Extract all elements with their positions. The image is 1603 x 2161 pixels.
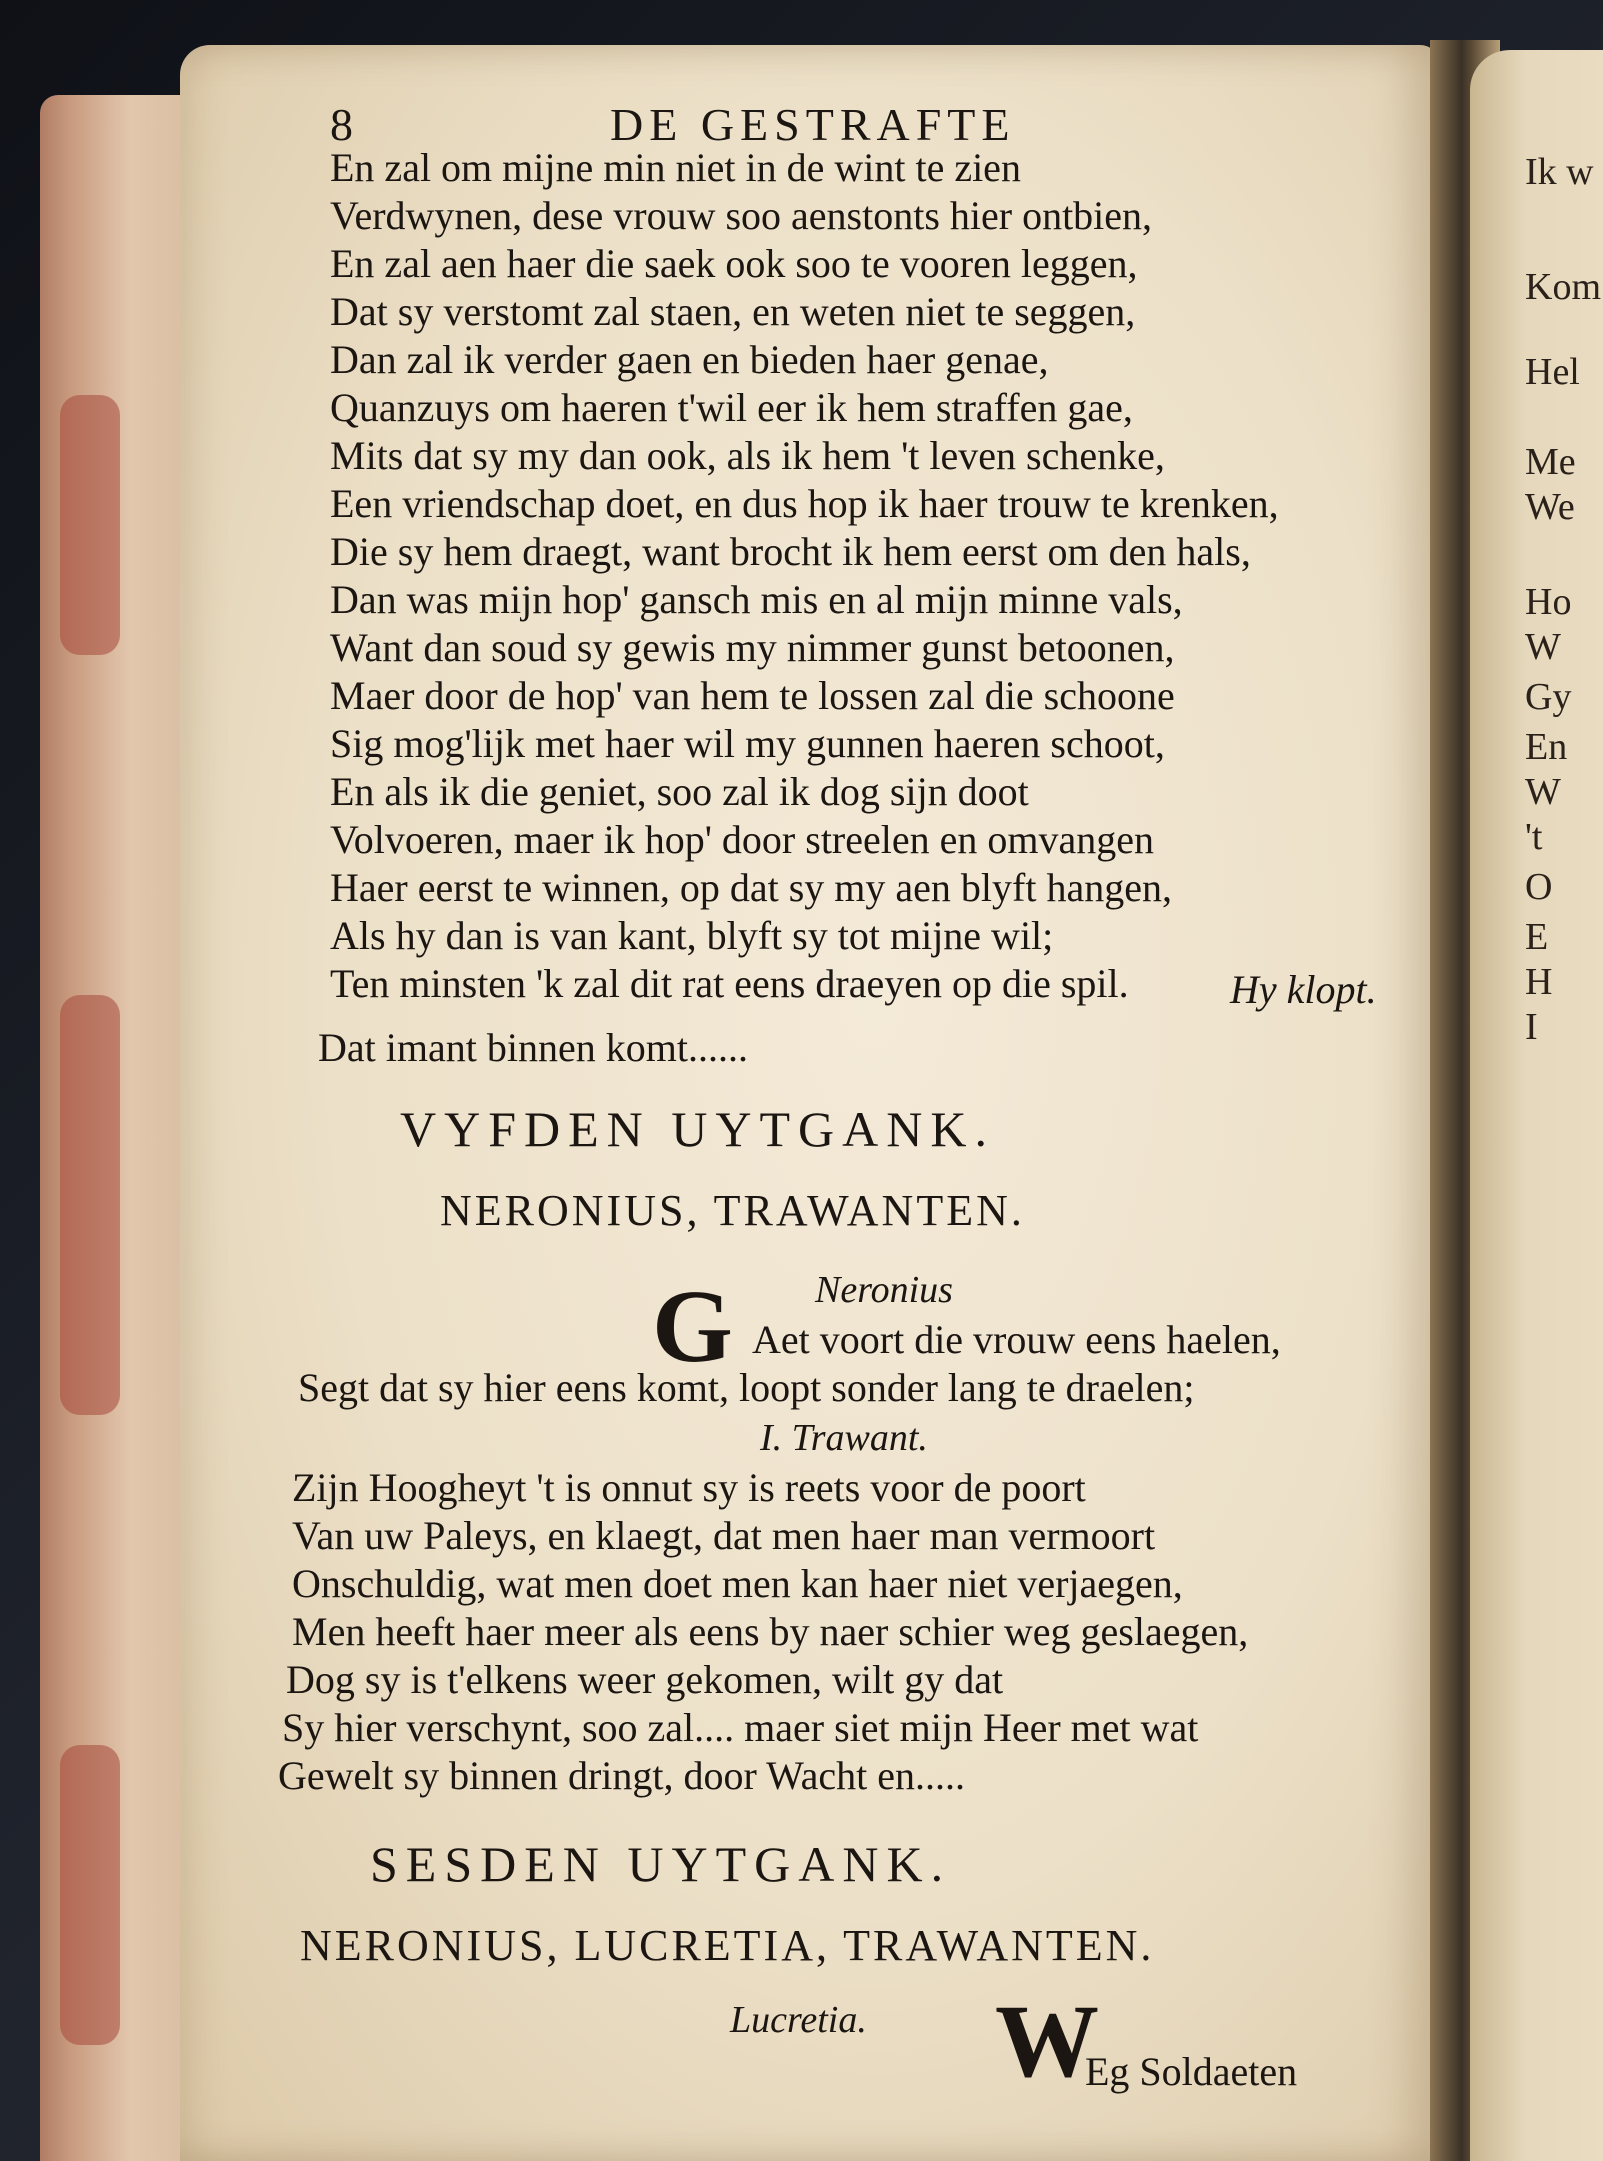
facing-page-fragment: I xyxy=(1525,1006,1538,1048)
facing-page-fragment: We xyxy=(1525,486,1575,528)
page-number: 8 xyxy=(330,99,353,150)
cast-list: NERONIUS, LUCRETIA, TRAWANTEN. xyxy=(300,1921,1155,1970)
facing-page-fragment: 't xyxy=(1525,816,1543,858)
drop-cap: G xyxy=(652,1269,733,1384)
speaker-label: I. Trawant. xyxy=(760,1417,928,1459)
verse-line: Verdwynen, dese vrouw soo aenstonts hier ontbien, xyxy=(330,193,1153,238)
dialogue-line: Van uw Paleys, en klaegt, dat men haer man vermoort xyxy=(292,1513,1156,1558)
verse-line: Mits dat sy my dan ook, als ik hem 't leven schenke, xyxy=(330,433,1165,478)
facing-page-fragment: Kom xyxy=(1525,266,1601,308)
red-edge-stain xyxy=(60,395,120,655)
dialogue-line: Zijn Hoogheyt 't is onnut sy is reets voor de poort xyxy=(292,1465,1086,1510)
facing-page-fragment: E xyxy=(1525,916,1549,958)
verse-line: Sig mog'lijk met haer wil my gunnen haeren schoot, xyxy=(330,721,1165,766)
red-edge-stain xyxy=(60,995,120,1415)
verse-block xyxy=(330,144,1410,1008)
verse-line: Dat sy verstomt zal staen, en weten niet te seggen, xyxy=(330,289,1136,334)
dialogue-line: Eg Soldaeten xyxy=(1085,2049,1298,2094)
verse-line: En zal om mijne min niet in de wint te zien xyxy=(330,145,1021,190)
speaker-label: Neronius xyxy=(815,1269,953,1311)
verse-line: Dan zal ik verder gaen en bieden haer genae, xyxy=(330,337,1049,382)
facing-page-fragment: W xyxy=(1525,771,1561,813)
verse-line: En zal aen haer die saek ook soo te vooren leggen, xyxy=(330,241,1138,286)
interrupted-line: Dat imant binnen komt...... xyxy=(318,1025,748,1070)
dialogue-line: Sy hier verschynt, soo zal.... maer siet mijn Heer met wat xyxy=(282,1705,1199,1750)
facing-page-fragment: Ho xyxy=(1525,581,1572,623)
verse-line: En als ik die geniet, soo zal ik dog sijn doot xyxy=(330,769,1029,814)
scene-heading: SESDEN UYTGANK. xyxy=(370,1836,952,1892)
facing-page-fragment: Gy xyxy=(1525,676,1572,718)
facing-page-edge xyxy=(1470,50,1603,2161)
verse-line: Ten minsten 'k zal dit rat eens draeyen op die spil. xyxy=(330,961,1129,1006)
facing-page-fragment: W xyxy=(1525,626,1561,668)
dialogue-line: Segt dat sy hier eens komt, loopt sonder lang te draelen; xyxy=(298,1365,1195,1410)
verse-line: Maer door de hop' van hem te lossen zal die schoone xyxy=(330,673,1175,718)
verse-line: Die sy hem draegt, want brocht ik hem eerst om den hals, xyxy=(330,529,1251,574)
dialogue-line: Men heeft haer meer als eens by naer schier weg geslaegen, xyxy=(292,1609,1249,1654)
scene-heading: VYFDEN UYTGANK. xyxy=(400,1101,995,1157)
dialogue-line: Aet voort die vrouw eens haelen, xyxy=(752,1317,1281,1362)
stage-direction: Hy klopt. xyxy=(1230,967,1377,1012)
facing-page-fragment: Hel xyxy=(1525,351,1580,393)
verse-line: Dan was mijn hop' gansch mis en al mijn minne vals, xyxy=(330,577,1183,622)
speaker-label: Lucretia. xyxy=(730,1999,867,2041)
red-edge-stain xyxy=(60,1745,120,2045)
dialogue-line: Dog sy is t'elkens weer gekomen, wilt gy dat xyxy=(286,1657,1004,1702)
verse-line: Volvoeren, maer ik hop' door streelen en omvangen xyxy=(330,817,1155,862)
verse-line: Een vriendschap doet, en dus hop ik haer trouw te krenken, xyxy=(330,481,1279,526)
verse-line: Haer eerst te winnen, op dat sy my aen blyft hangen, xyxy=(330,865,1172,910)
facing-page-fragment: Ik w xyxy=(1525,151,1594,193)
facing-page-fragment: Me xyxy=(1525,441,1576,483)
verse-line: Als hy dan is van kant, blyft sy tot mijne wil; xyxy=(330,913,1054,958)
verse-line: Quanzuys om haeren t'wil eer ik hem straffen gae, xyxy=(330,385,1133,430)
verse-line: Want dan soud sy gewis my nimmer gunst betoonen, xyxy=(330,625,1175,670)
cast-list: NERONIUS, TRAWANTEN. xyxy=(440,1186,1025,1235)
dialogue-line: Gewelt sy binnen dringt, door Wacht en..... xyxy=(278,1753,966,1798)
running-title: DE GESTRAFTE xyxy=(610,99,1016,150)
dialogue-line: Onschuldig, wat men doet men kan haer niet verjaegen, xyxy=(292,1561,1183,1606)
book-cover-edge xyxy=(40,95,190,2161)
drop-cap: W xyxy=(995,1984,1099,2099)
facing-page-fragment: En xyxy=(1525,726,1568,768)
facing-page-fragment: O xyxy=(1525,866,1553,908)
facing-page-fragment: H xyxy=(1525,961,1553,1003)
